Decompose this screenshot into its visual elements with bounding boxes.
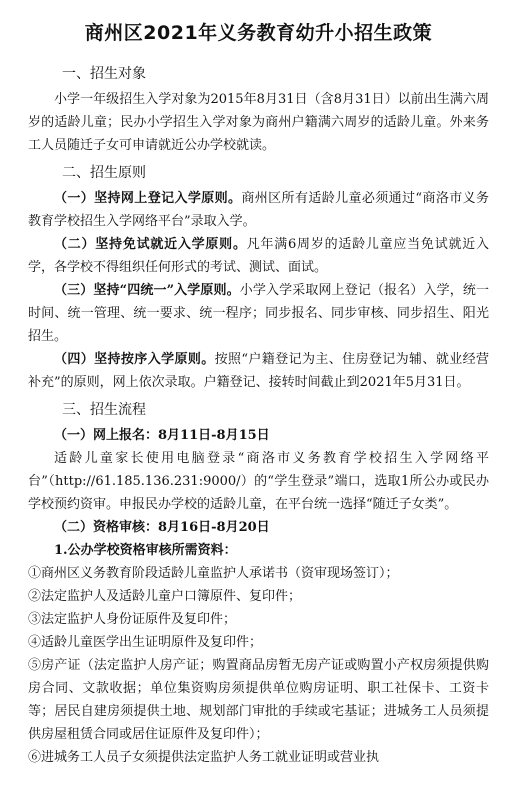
principle-text: 凡年满6周岁的适龄儿童应当免试就近入学，各学校不得组织任何形式的考试、测试、面试。 <box>28 236 489 275</box>
page-title: 商州区2021年义务教育幼升小招生政策 <box>84 22 433 44</box>
principle-item <box>28 187 489 233</box>
principle-text: 按照“户籍登记为主、住房登记为辅、就业经营补充”的原则，网上依次录取。户籍登记、接转时间截止到2021年5月31日。 <box>28 351 489 390</box>
section-enrollment-principles <box>28 163 489 394</box>
material-item: ②法定监护人及适龄儿童户口簿原件、复印件； <box>28 588 302 604</box>
step-body-before: 适龄儿童家长使用电脑登录“商洛市义务教育学校招生入学网络平台”（ <box>28 450 489 489</box>
principle-text: 小学入学采取网上登记（报名）入学，统一时间、统一管理、统一要求、统一程序；同步报名、同步审核、同步招生、阳光招生。 <box>28 282 489 344</box>
material-item: ④适龄儿童医学出生证明原件及复印件； <box>28 634 263 650</box>
step-heading: （二）资格审核：8月16日-8月20日 <box>54 519 270 535</box>
principle-lead: （二）坚持免试就近入学原则。 <box>54 236 247 252</box>
principle-lead: （四）坚持按序入学原则。 <box>54 351 215 367</box>
principle-item <box>28 279 489 348</box>
principle-item <box>28 233 489 279</box>
step-body <box>28 447 489 516</box>
section-heading: 三、招生流程 <box>62 401 146 418</box>
principle-lead: （三）坚持“四统一”入学原则。 <box>54 282 240 298</box>
material-item: ⑤房产证（法定监护人房产证；购置商品房暂无房产证或购置小产权房须提供购房合同、文款收据；单位集资购房须提供单位购房证明、职工社保卡、工资卡等；居民自建房须提供土地、规划部门审批的手续或宅基证；进城务工人员须提供房屋租赁合同或居住证原件及复印件）； <box>28 657 489 742</box>
principle-lead: （一）坚持网上登记入学原则。 <box>54 190 242 206</box>
principle-text: 商州区所有适龄儿童必须通过“商洛市义务教育学校招生入学网络平台”录取入学。 <box>28 190 489 229</box>
principle-item <box>28 348 489 394</box>
platform-url-link[interactable]: http://61.185.136.231:9000/ <box>55 473 241 489</box>
section-enrollment-process <box>28 400 489 769</box>
step-body-after: ）的“学生登录”端口，选取1所公办或民办学校预约资审。申报民办学校的适龄儿童，在平台统一选择“随迁子女类”。 <box>28 473 489 512</box>
section-body: 小学一年级招生入学对象为2015年8月31日（含8月31日）以前出生满六周岁的适龄儿童；民办小学招生入学对象为商州户籍满六周岁的适龄儿童。外来务工人员随迁子女可申请就近公办学校就读。 <box>28 91 489 153</box>
materials-subheading: 1.公办学校资格审核所需资料： <box>54 542 237 558</box>
material-item: ①商州区义务教育阶段适龄儿童监护人承诺书（资审现场签订）； <box>28 565 399 581</box>
step-heading: （一）网上报名：8月11日-8月15日 <box>54 427 270 443</box>
material-item: ⑥进城务工人员子女须提供法定监护人务工就业证明或营业执 <box>28 749 380 765</box>
section-enrollment-targets <box>28 64 489 157</box>
material-item: ③法定监护人身份证原件及复印件； <box>28 611 237 627</box>
section-heading: 二、招生原则 <box>62 164 146 181</box>
section-heading: 一、招生对象 <box>62 65 146 82</box>
